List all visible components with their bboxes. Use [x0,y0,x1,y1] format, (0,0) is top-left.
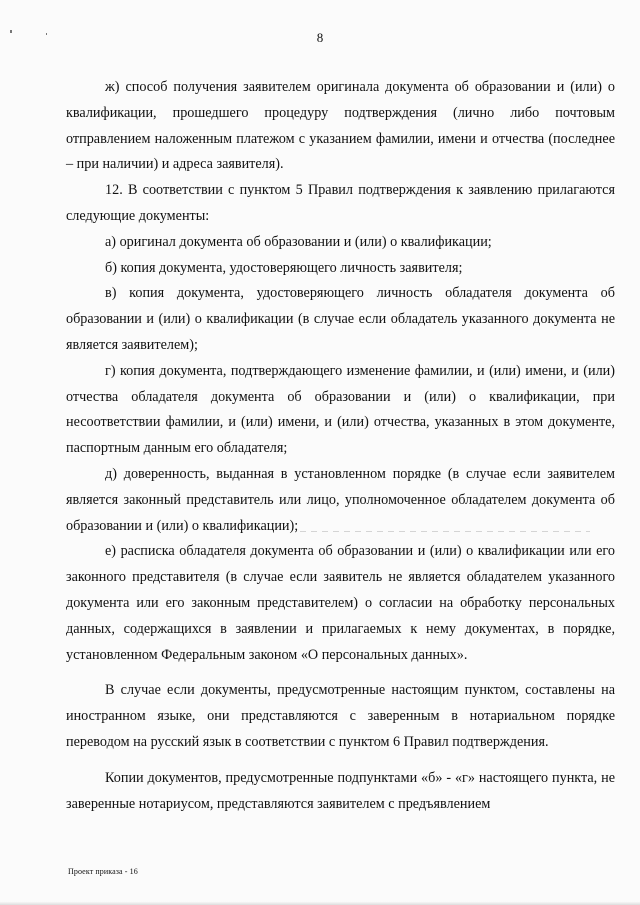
paragraph-item-e: е) расписка обладателя документа об образовании и (или) о квалификации или его законного представителя (в случае если заявитель не является обладателем указанного документа или его законным представителем) о согласии на обработку персональных данных, содержащихся в заявлении и прилагаемых к нему документах, в порядке, установленном Федеральным законом «О персональных данных». [66,543,615,663]
paragraph-item-g: г) копия документа, подтверждающего изменение фамилии, и (или) имени, и (или) отчества обладателя документа об образовании и (или) о квалификации, при несоответствии фамилии, и (или) имени, и (или) отчества, указанных в этом документе, паспортным данным его обладателя; [66,362,615,457]
document-body [66,75,615,817]
paragraph-item-b: б) копия документа, удостоверяющего личность заявителя; [105,259,463,276]
page-bottom-edge [0,901,640,905]
paragraph-item-v: в) копия документа, удостоверяющего личность обладателя документа об образовании и (или) о квалификации (в случае если обладатель указанного документа не является заявителем); [66,285,615,353]
paragraph-clause-12: 12. В соответствии с пунктом 5 Правил подтверждения к заявлению прилагаются следующие документы: [66,182,615,224]
paragraph-item-a: а) оригинал документа об образовании и (или) о квалификации; [105,233,492,250]
paragraph-item-zh: ж) способ получения заявителем оригинала документа об образовании и (или) о квалификации, прошедшего процедуру подтверждения (лично либо почтовым отправлением наложенным платежом с указанием фамилии, имени и отчества (последнее – при наличии) и адреса заявителя). [66,79,615,173]
paragraph-foreign-language: В случае если документы, предусмотренные настоящим пунктом, составлены на иностранном языке, они представляются с заверенным в нотариальном порядке переводом на русский язык в соответствии с пунктом 6 Правил подтверждения. [66,682,615,750]
scan-artifact-line [300,531,590,532]
footer-label: Проект приказа - 16 [68,867,138,876]
paragraph-copies: Копии документов, предусмотренные подпунктами «б» - «г» настоящего пункта, не заверенные нотариусом, представляются заявителем с предъявлением [66,769,615,812]
page-number: 8 [316,30,324,45]
paragraph-item-d: д) доверенность, выданная в установленном порядке (в случае если заявителем является законный представитель или лицо, уполномоченное обладателем документа об образовании и (или) о квалификации); [66,465,615,534]
